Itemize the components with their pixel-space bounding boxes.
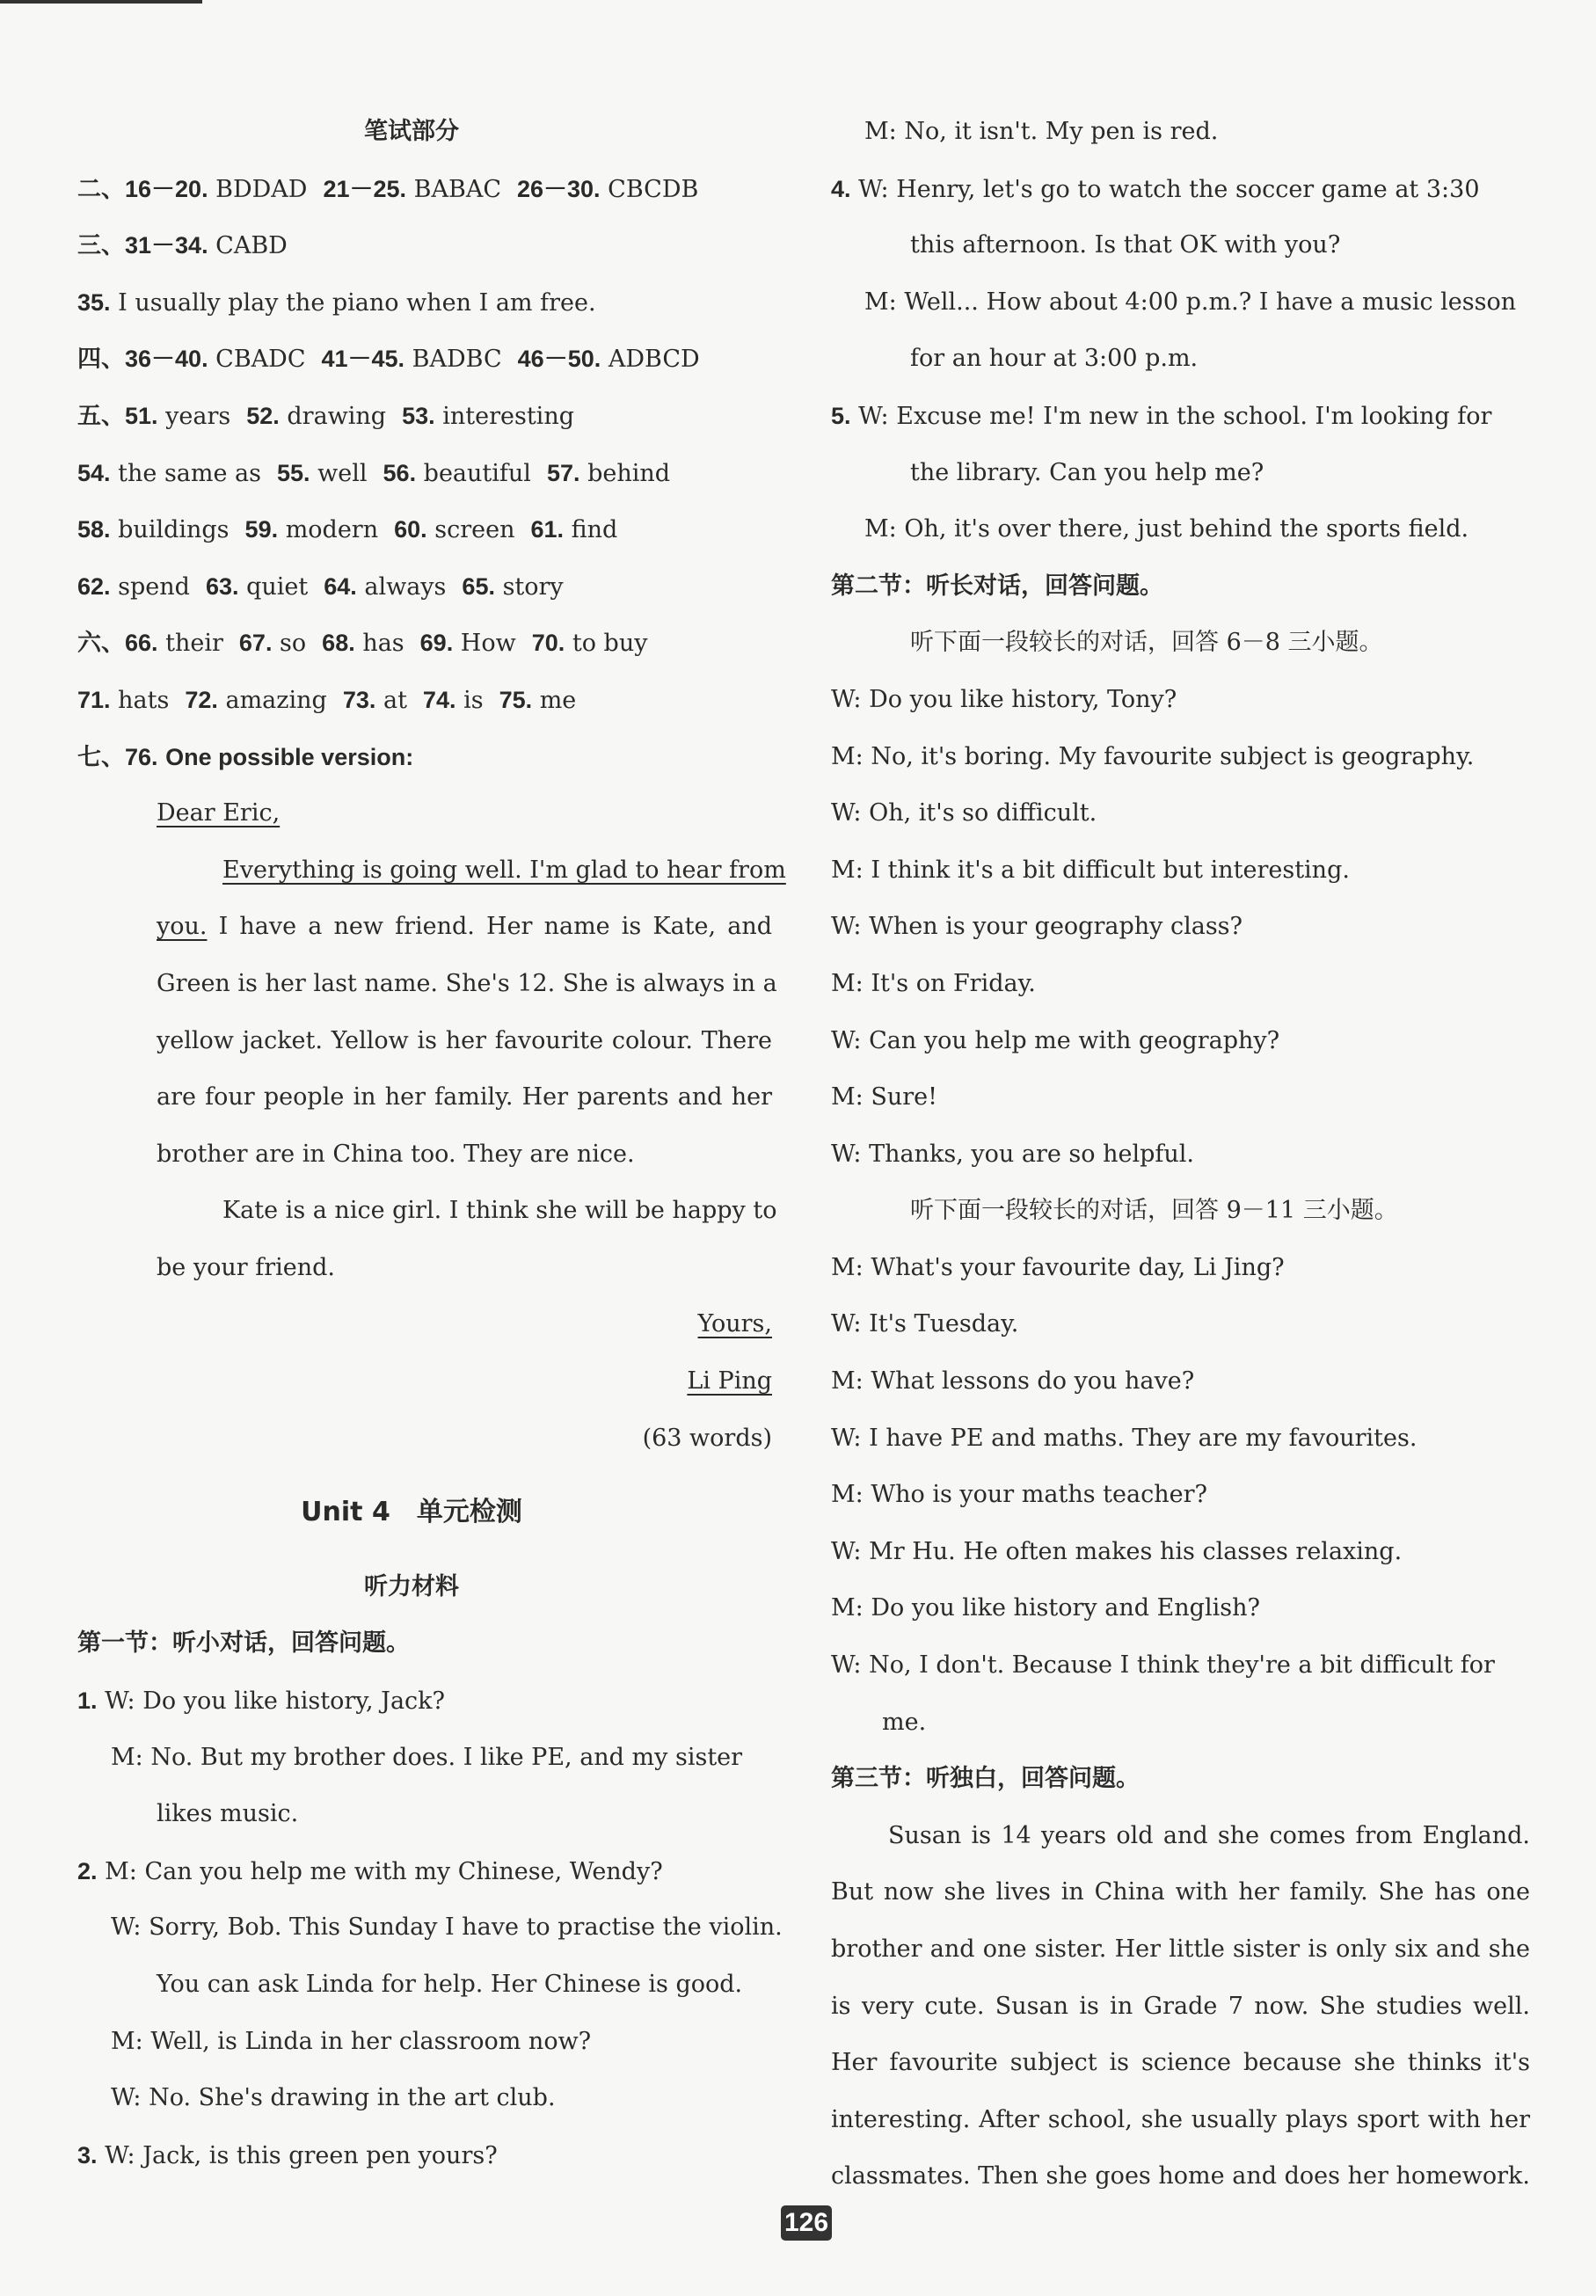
monologue-line: Susan is 14 years old and she comes from England. (888, 1821, 1530, 1849)
answer-line-6a: 六、66. their 67. so 68. has 69. How 70. to buy (77, 630, 648, 658)
dialogue-line: M: No, it's boring. My favourite subject is geography. (831, 742, 1475, 770)
long-dialogue-intro: 听下面一段较长的对话，回答 6－8 三小题。 (910, 629, 1383, 657)
answer-line-7: 七、76. One possible version: (77, 743, 414, 771)
letter-line: Green is her last name. She's 12. She is always in a (157, 969, 777, 997)
sample-letter (77, 785, 786, 1467)
long-dialogue-intro: 听下面一段较长的对话，回答 9－11 三小题。 (910, 1197, 1398, 1225)
dialogue-line: M: Who is your maths teacher? (831, 1481, 1207, 1509)
dialogue-line: 3. W: Jack, is this green pen yours? (77, 2141, 498, 2169)
dialogue-line: M: What lessons do you have? (831, 1367, 1195, 1396)
letter-salutation: Dear Eric, (157, 799, 281, 827)
dialogue-line: 5. W: Excuse me! I'm new in the school. I'm looking for (831, 402, 1492, 430)
monologue-line: classmates. Then she goes home and does her homework. (831, 2162, 1530, 2190)
letter-closing: Yours, (697, 1310, 772, 1338)
dialogue-line: W: Do you like history, Tony? (831, 685, 1177, 713)
answer-line-4: 四、36－40. CBADC 41－45. BADBC 46－50. ADBCD (77, 346, 700, 374)
dialogue-line: W: Sorry, Bob. This Sunday I have to practise the violin. (111, 1913, 783, 1942)
answer-line-6b: 71. hats 72. amazing 73. at 74. is 75. me (77, 686, 577, 714)
dialogue-line: M: Well, is Linda in her classroom now? (111, 2027, 592, 2055)
monologue-line: Her favourite subject is science because she thinks it's (831, 2049, 1530, 2077)
answer-line-5d: 62. spend 63. quiet 64. always 65. story (77, 572, 564, 601)
dialogue-line: M: Sure! (831, 1083, 937, 1112)
dialogue-line: likes music. (157, 1800, 299, 1828)
monologue-line: brother and one sister. Her little sister is only six and she (831, 1935, 1530, 1963)
letter-line: Everything is going well. I'm glad to hear from (222, 856, 786, 884)
letter-line: be your friend. (157, 1253, 336, 1281)
left-column (77, 104, 786, 2183)
dialogue-line: W: No. She's drawing in the art club. (111, 2084, 556, 2112)
letter-line: are four people in her family. Her parents and her (157, 1083, 772, 1112)
dialogue-line: M: Do you like history and English? (831, 1594, 1260, 1622)
dialogue-line: M: Oh, it's over there, just behind the sports field. (864, 515, 1469, 543)
listening-title: 听力材料 (364, 1572, 459, 1600)
letter-line: yellow jacket. Yellow is her favourite colour. There (157, 1026, 772, 1054)
dialogue-line: M: What's your favourite day, Li Jing? (831, 1253, 1285, 1281)
answer-line-5c: 58. buildings 59. modern 60. screen 61. find (77, 516, 618, 544)
letter-signature: Li Ping (687, 1367, 772, 1396)
word-count: (63 words) (642, 1424, 772, 1452)
dialogue-line: W: It's Tuesday. (831, 1310, 1019, 1338)
right-column (831, 104, 1530, 2205)
unit-title: Unit 4 单元检测 (301, 1497, 522, 1528)
dialogue-line: W: Thanks, you are so helpful. (831, 1140, 1195, 1168)
dialogue-line: 1. W: Do you like history, Jack? (77, 1687, 445, 1716)
letter-line: you. I have a new friend. Her name is Kate, and (157, 913, 772, 941)
dialogue-line: M: Well... How about 4:00 p.m.? I have a music lesson (864, 288, 1517, 316)
dialogue-line: M: I think it's a bit difficult but interesting. (831, 856, 1350, 884)
dialogue-line: me. (882, 1708, 927, 1736)
dialogue-line: W: Oh, it's so difficult. (831, 799, 1097, 827)
dialogue-line: W: I have PE and maths. They are my favourites. (831, 1424, 1417, 1452)
dialogue-line: W: When is your geography class? (831, 913, 1243, 941)
letter-line: Kate is a nice girl. I think she will be happy to (222, 1197, 777, 1225)
answer-line-3: 三、31－34. CABD (77, 232, 288, 260)
dialogue-line: You can ask Linda for help. Her Chinese is good. (157, 1971, 743, 1998)
dialogue-line: M: No, it isn't. My pen is red. (864, 118, 1219, 145)
monologue-line: interesting. After school, she usually plays sport with her (831, 2105, 1530, 2133)
dialogue-line: W: Mr Hu. He often makes his classes relaxing. (831, 1537, 1403, 1565)
section-2-heading: 第二节：听长对话，回答问题。 (831, 572, 1163, 600)
top-rule (0, 0, 202, 4)
dialogue-line: W: Can you help me with geography? (831, 1026, 1280, 1054)
dialogue-line: 2. M: Can you help me with my Chinese, Wendy? (77, 1857, 663, 1885)
page-number: 126 (781, 2205, 832, 2241)
section-1-heading: 第一节：听小对话，回答问题。 (77, 1629, 410, 1658)
answer-line-2: 二、16－20. BDDAD 21－25. BABAC 26－30. CBCDB (77, 175, 699, 203)
dialogue-line: 4. W: Henry, let's go to watch the soccer game at 3:30 (831, 175, 1480, 203)
dialogue-line: the library. Can you help me? (910, 458, 1264, 486)
dialogue-line: W: No, I don't. Because I think they're a bit difficult for (831, 1651, 1495, 1680)
answer-line-5a: 五、51. years 52. drawing 53. interesting (77, 402, 574, 430)
monologue-line: But now she lives in China with her family. She has one (831, 1878, 1530, 1906)
letter-line: brother are in China too. They are nice. (157, 1140, 635, 1168)
dialogue-line: this afternoon. Is that OK with you? (910, 231, 1341, 259)
dialogue-line: M: No. But my brother does. I like PE, and my sister (111, 1743, 743, 1771)
section-3-heading: 第三节：听独白，回答问题。 (831, 1765, 1140, 1793)
dialogue-line: M: It's on Friday. (831, 969, 1036, 997)
monologue-line: is very cute. Susan is in Grade 7 now. She studies well. (831, 1992, 1530, 2020)
section-title: 笔试部分 (364, 118, 459, 145)
dialogue-line: for an hour at 3:00 p.m. (910, 345, 1199, 373)
answer-line-5b: 54. the same as 55. well 56. beautiful 57. behind (77, 459, 671, 487)
answer-line-35: 35. I usually play the piano when I am free. (77, 288, 596, 317)
